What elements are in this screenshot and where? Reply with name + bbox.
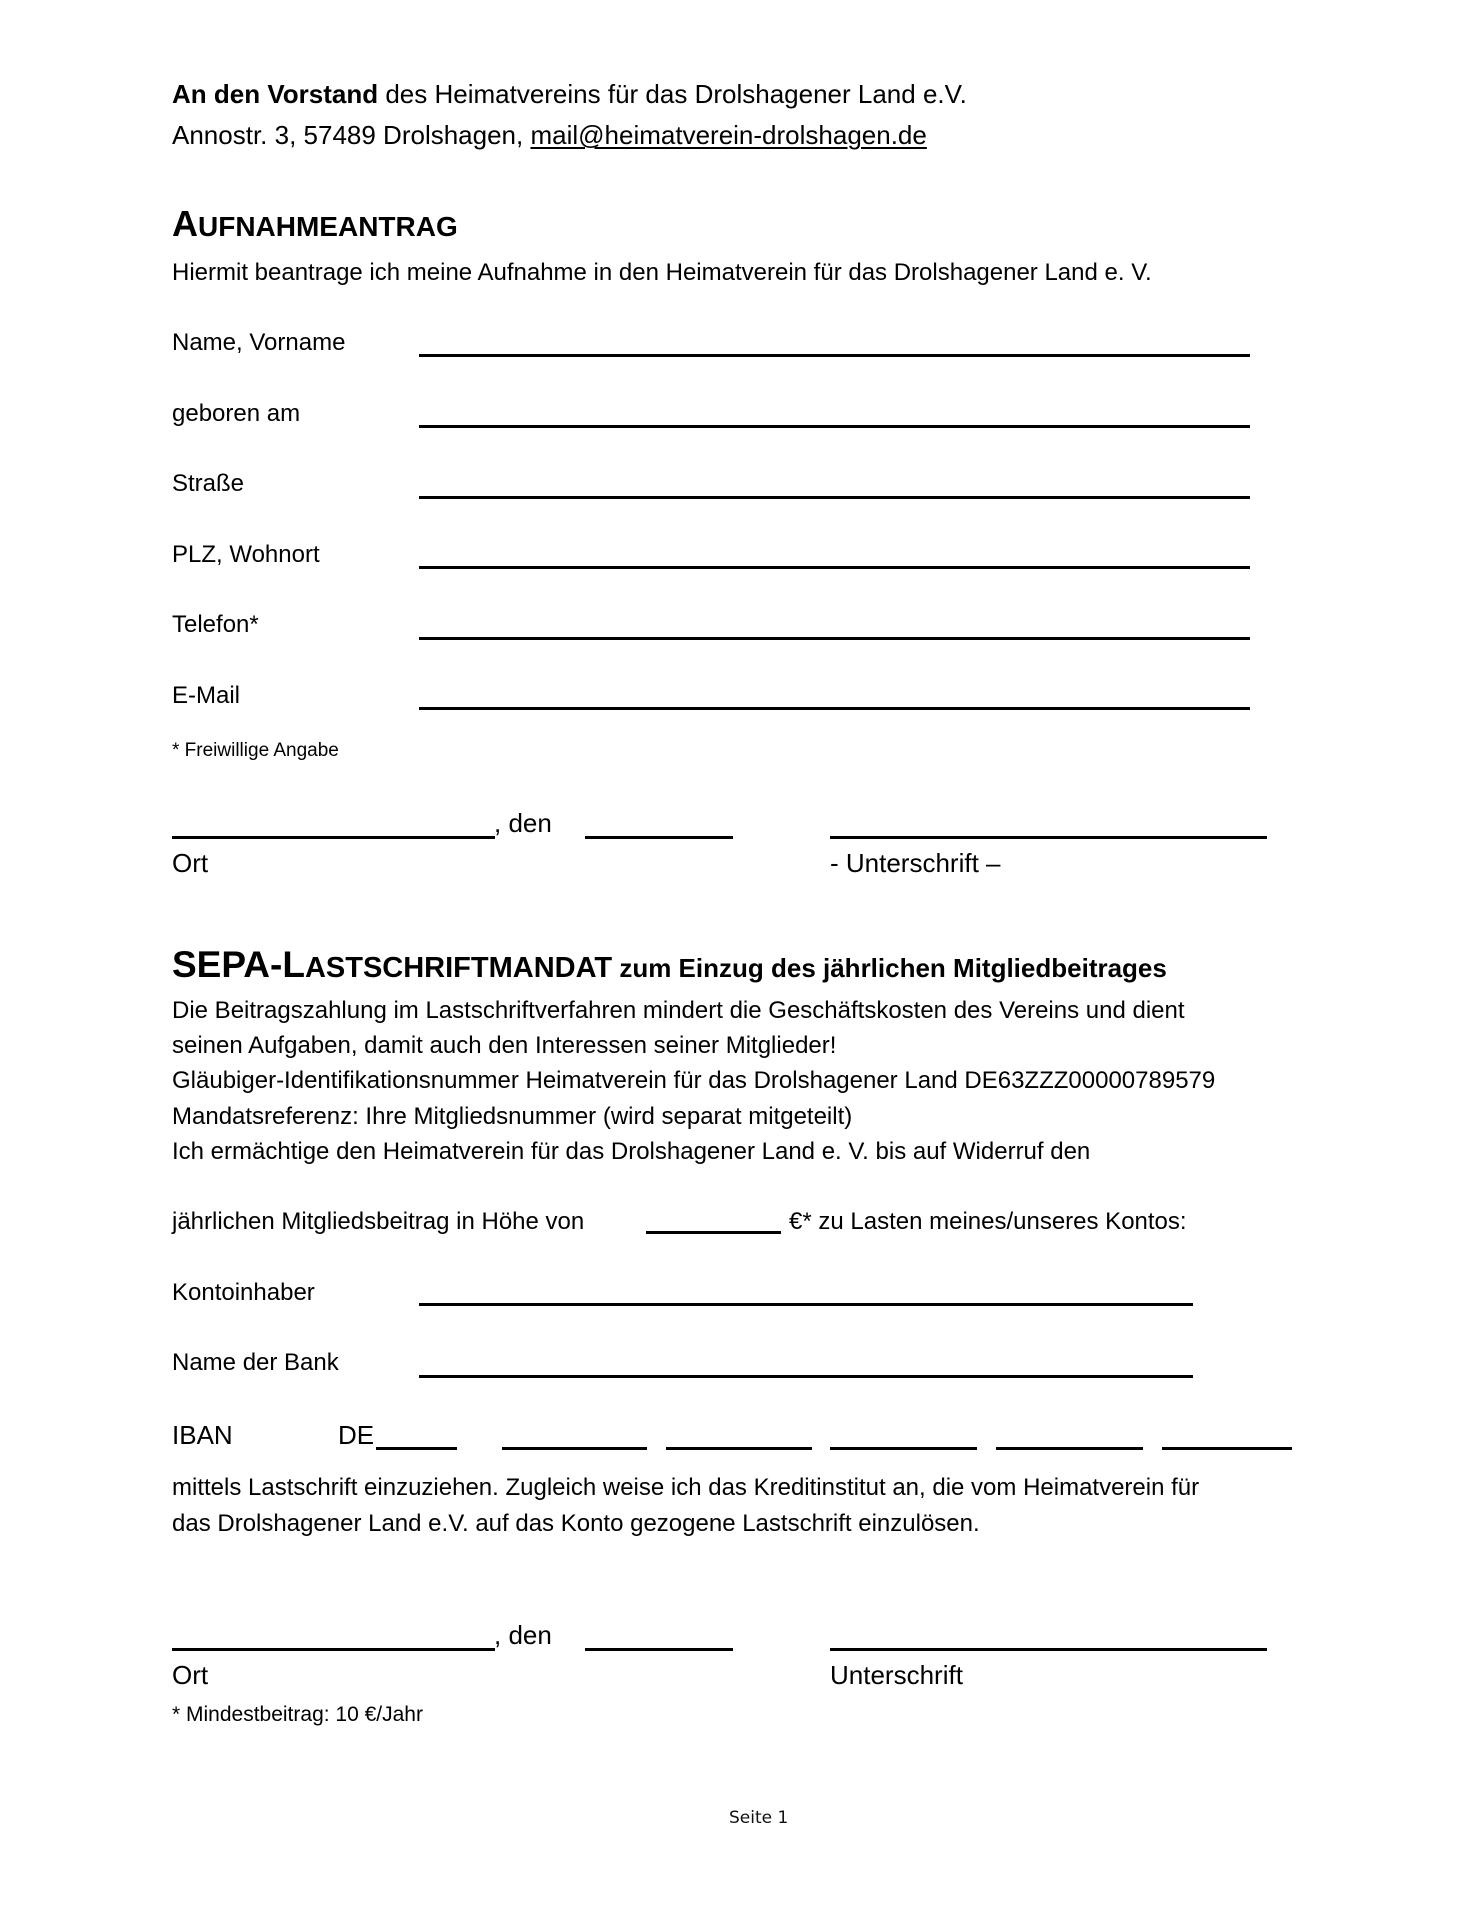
phone-input-line[interactable]	[419, 637, 1250, 640]
mandate-reference-line: Mandatsreferenz: Ihre Mitgliedsnummer (wird separat mitgeteilt)	[172, 1103, 853, 1130]
iban-segment-2[interactable]	[502, 1447, 647, 1450]
field-label-city: PLZ, Wohnort	[172, 541, 320, 568]
optional-footnote: * Freiwillige Angabe	[172, 740, 339, 761]
birthdate-input-line[interactable]	[419, 425, 1250, 428]
signature-line[interactable]	[830, 836, 1267, 839]
closing-line: das Drolshagener Land e.V. auf das Konto gezogene Lastschrift einzulösen.	[172, 1510, 980, 1537]
sepa-date-input-line[interactable]	[585, 1648, 733, 1651]
email-link[interactable]: mail@heimatverein-drolshagen.de	[530, 120, 927, 150]
field-label-street: Straße	[172, 470, 245, 497]
city-input-line[interactable]	[419, 566, 1250, 569]
iban-segment-4[interactable]	[830, 1447, 977, 1450]
sepa-signature-label: Unterschrift	[830, 1660, 963, 1690]
sepa-signature-line[interactable]	[830, 1648, 1267, 1651]
place-input-line[interactable]	[172, 836, 495, 839]
closing-line: mittels Lastschrift einzuziehen. Zugleich weise ich das Kreditinstitut an, die vom Heimatverein für	[172, 1474, 1200, 1501]
iban-segment-5[interactable]	[996, 1447, 1143, 1450]
recipient-bold: An den Vorstand	[172, 79, 379, 109]
recipient-rest: des Heimatvereins für das Drolshagener Land e.V.	[378, 79, 967, 109]
account-holder-input-line[interactable]	[419, 1303, 1193, 1306]
field-label-name: Name, Vorname	[172, 329, 346, 356]
sepa-place-input-line[interactable]	[172, 1648, 495, 1651]
paragraph-line: Die Beitragszahlung im Lastschriftverfahren mindert die Geschäftskosten des Vereins und dient	[172, 997, 1185, 1024]
field-label-birthdate: geboren am	[172, 400, 301, 427]
den-label: , den	[494, 808, 552, 838]
application-intro: Hiermit beantrage ich meine Aufnahme in den Heimatverein für das Drolshagener Land e. V.	[172, 259, 1152, 286]
paragraph-line: Ich ermächtige den Heimatverein für das Drolshagener Land e. V. bis auf Widerruf den	[172, 1138, 1091, 1165]
sepa-title-suffix: zum Einzug des jährlichen Mitgliedbeitrages	[612, 953, 1167, 983]
recipient-line	[172, 79, 967, 109]
address: Annostr. 3, 57489 Drolshagen,	[172, 120, 531, 150]
field-label-email: E-Mail	[172, 682, 241, 709]
minimum-fee-footnote: * Mindestbeitrag: 10 €/Jahr	[172, 1703, 423, 1726]
amount-suffix: €* zu Lasten meines/unseres Kontos:	[789, 1208, 1187, 1235]
iban-country-prefix: DE	[338, 1420, 375, 1450]
title-initial: A	[172, 203, 198, 244]
field-label-phone: Telefon*	[172, 611, 259, 638]
iban-label: IBAN	[172, 1420, 233, 1450]
sepa-den-label: , den	[494, 1620, 552, 1650]
address-line	[172, 120, 927, 150]
creditor-id-line: Gläubiger-Identifikationsnummer Heimatverein für das Drolshagener Land DE63ZZZ00000789579	[172, 1067, 1216, 1094]
sepa-title-initial: SEPA-L	[172, 944, 305, 985]
sepa-title	[172, 944, 1167, 994]
email-input-line[interactable]	[419, 707, 1250, 710]
field-label-bank-name: Name der Bank	[172, 1349, 339, 1376]
sepa-title-rest: ASTSCHRIFTMANDAT	[304, 952, 613, 984]
street-input-line[interactable]	[419, 496, 1250, 499]
date-input-line[interactable]	[585, 836, 733, 839]
place-label: Ort	[172, 848, 209, 878]
title-rest: UFNAHMEANTRAG	[198, 211, 458, 242]
iban-segment-1[interactable]	[376, 1447, 457, 1450]
name-input-line[interactable]	[419, 354, 1250, 357]
iban-segment-6[interactable]	[1162, 1447, 1292, 1450]
field-label-account-holder: Kontoinhaber	[172, 1279, 315, 1306]
signature-label: - Unterschrift –	[830, 848, 1001, 878]
sepa-place-label: Ort	[172, 1660, 209, 1690]
amount-prefix: jährlichen Mitgliedsbeitrag in Höhe von	[172, 1208, 585, 1235]
paragraph-line: seinen Aufgaben, damit auch den Interessen seiner Mitglieder!	[172, 1032, 837, 1059]
page-number: Seite 1	[729, 1808, 789, 1828]
bank-name-input-line[interactable]	[419, 1375, 1193, 1378]
amount-input-line[interactable]	[646, 1231, 781, 1234]
application-title	[172, 204, 458, 252]
iban-segment-3[interactable]	[666, 1447, 812, 1450]
